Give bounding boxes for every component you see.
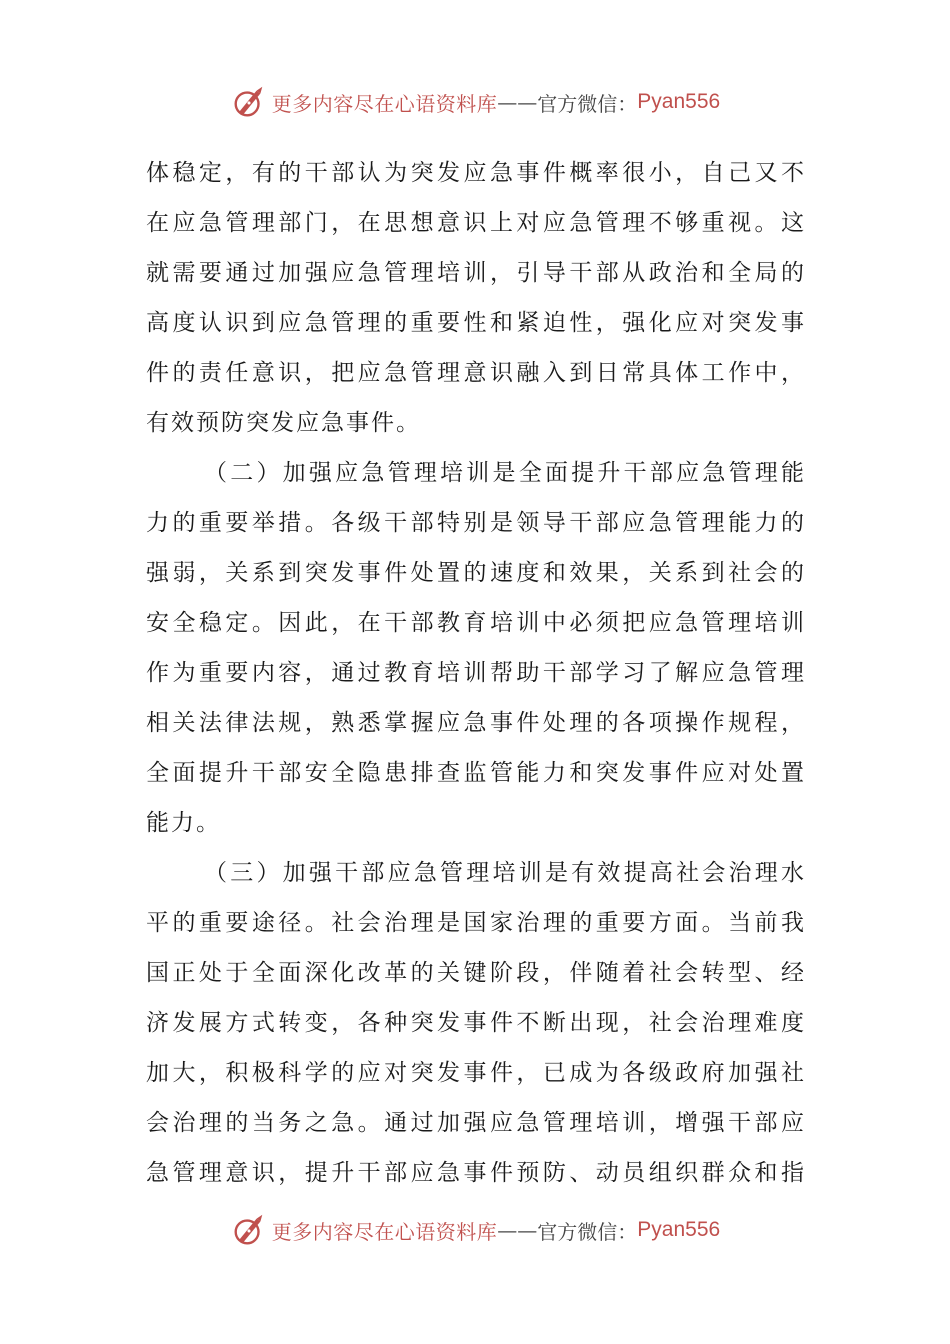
banner-wechat-id: Pyan556 <box>637 90 721 113</box>
header-banner <box>0 82 950 122</box>
text-line: 加大，积极科学的应对突发事件，已成为各级政府加强社 <box>146 1060 806 1086</box>
text-line: 就需要通过加强应急管理培训，引导干部从政治和全局的 <box>146 260 806 286</box>
text-line: 急管理意识，提升干部应急事件预防、动员组织群众和指 <box>146 1160 806 1186</box>
text-line: 济发展方式转变，各种突发事件不断出现，社会治理难度 <box>146 1010 806 1036</box>
banner-wechat-id: Pyan556 <box>637 1218 721 1241</box>
text-line: 国正处于全面深化改革的关键阶段，伴随着社会转型、经 <box>146 960 806 986</box>
banner-wechat-label: 官方微信： <box>537 91 638 116</box>
paragraph <box>146 148 806 448</box>
text-line: 平的重要途径。社会治理是国家治理的重要方面。当前我 <box>146 910 806 936</box>
paragraph <box>146 848 806 1198</box>
text-line: 件的责任意识，把应急管理意识融入到日常具体工作中， <box>146 360 806 386</box>
text-line: 力的重要举措。各级干部特别是领导干部应急管理能力的 <box>146 510 806 536</box>
text-line: 在应急管理部门，在思想意识上对应急管理不够重视。这 <box>146 210 806 236</box>
paragraph <box>146 448 806 848</box>
text-line: 能力。 <box>146 810 221 836</box>
banner-dash: —— <box>497 90 538 114</box>
text-line: 强弱，关系到突发事件处置的速度和效果，关系到社会的 <box>146 560 806 586</box>
text-line: （三）加强干部应急管理培训是有效提高社会治理水 <box>204 860 806 886</box>
text-line: 安全稳定。因此，在干部教育培训中必须把应急管理培训 <box>146 610 806 636</box>
text-line: 作为重要内容，通过教育培训帮助干部学习了解应急管理 <box>146 660 806 686</box>
pen-nib-circle-icon <box>230 1211 268 1249</box>
text-line: 相关法律法规，熟悉掌握应急事件处理的各项操作规程， <box>146 710 806 736</box>
text-line: 会治理的当务之急。通过加强应急管理培训，增强干部应 <box>146 1110 806 1136</box>
document-body <box>146 148 806 1198</box>
banner-title: 更多内容尽在心语资料库 <box>271 1219 498 1244</box>
banner-title: 更多内容尽在心语资料库 <box>271 91 498 116</box>
banner-wechat-label: 官方微信： <box>537 1219 638 1244</box>
text-line: 全面提升干部安全隐患排查监管能力和突发事件应对处置 <box>146 760 806 786</box>
banner-dash: —— <box>497 1218 538 1242</box>
footer-banner <box>0 1210 950 1250</box>
text-line: 体稳定，有的干部认为突发应急事件概率很小，自己又不 <box>146 160 806 186</box>
pen-nib-circle-icon <box>230 83 268 121</box>
text-line: 高度认识到应急管理的重要性和紧迫性，强化应对突发事 <box>146 310 806 336</box>
text-line: （二）加强应急管理培训是全面提升干部应急管理能 <box>204 460 806 486</box>
text-line: 有效预防突发应急事件。 <box>146 410 421 436</box>
